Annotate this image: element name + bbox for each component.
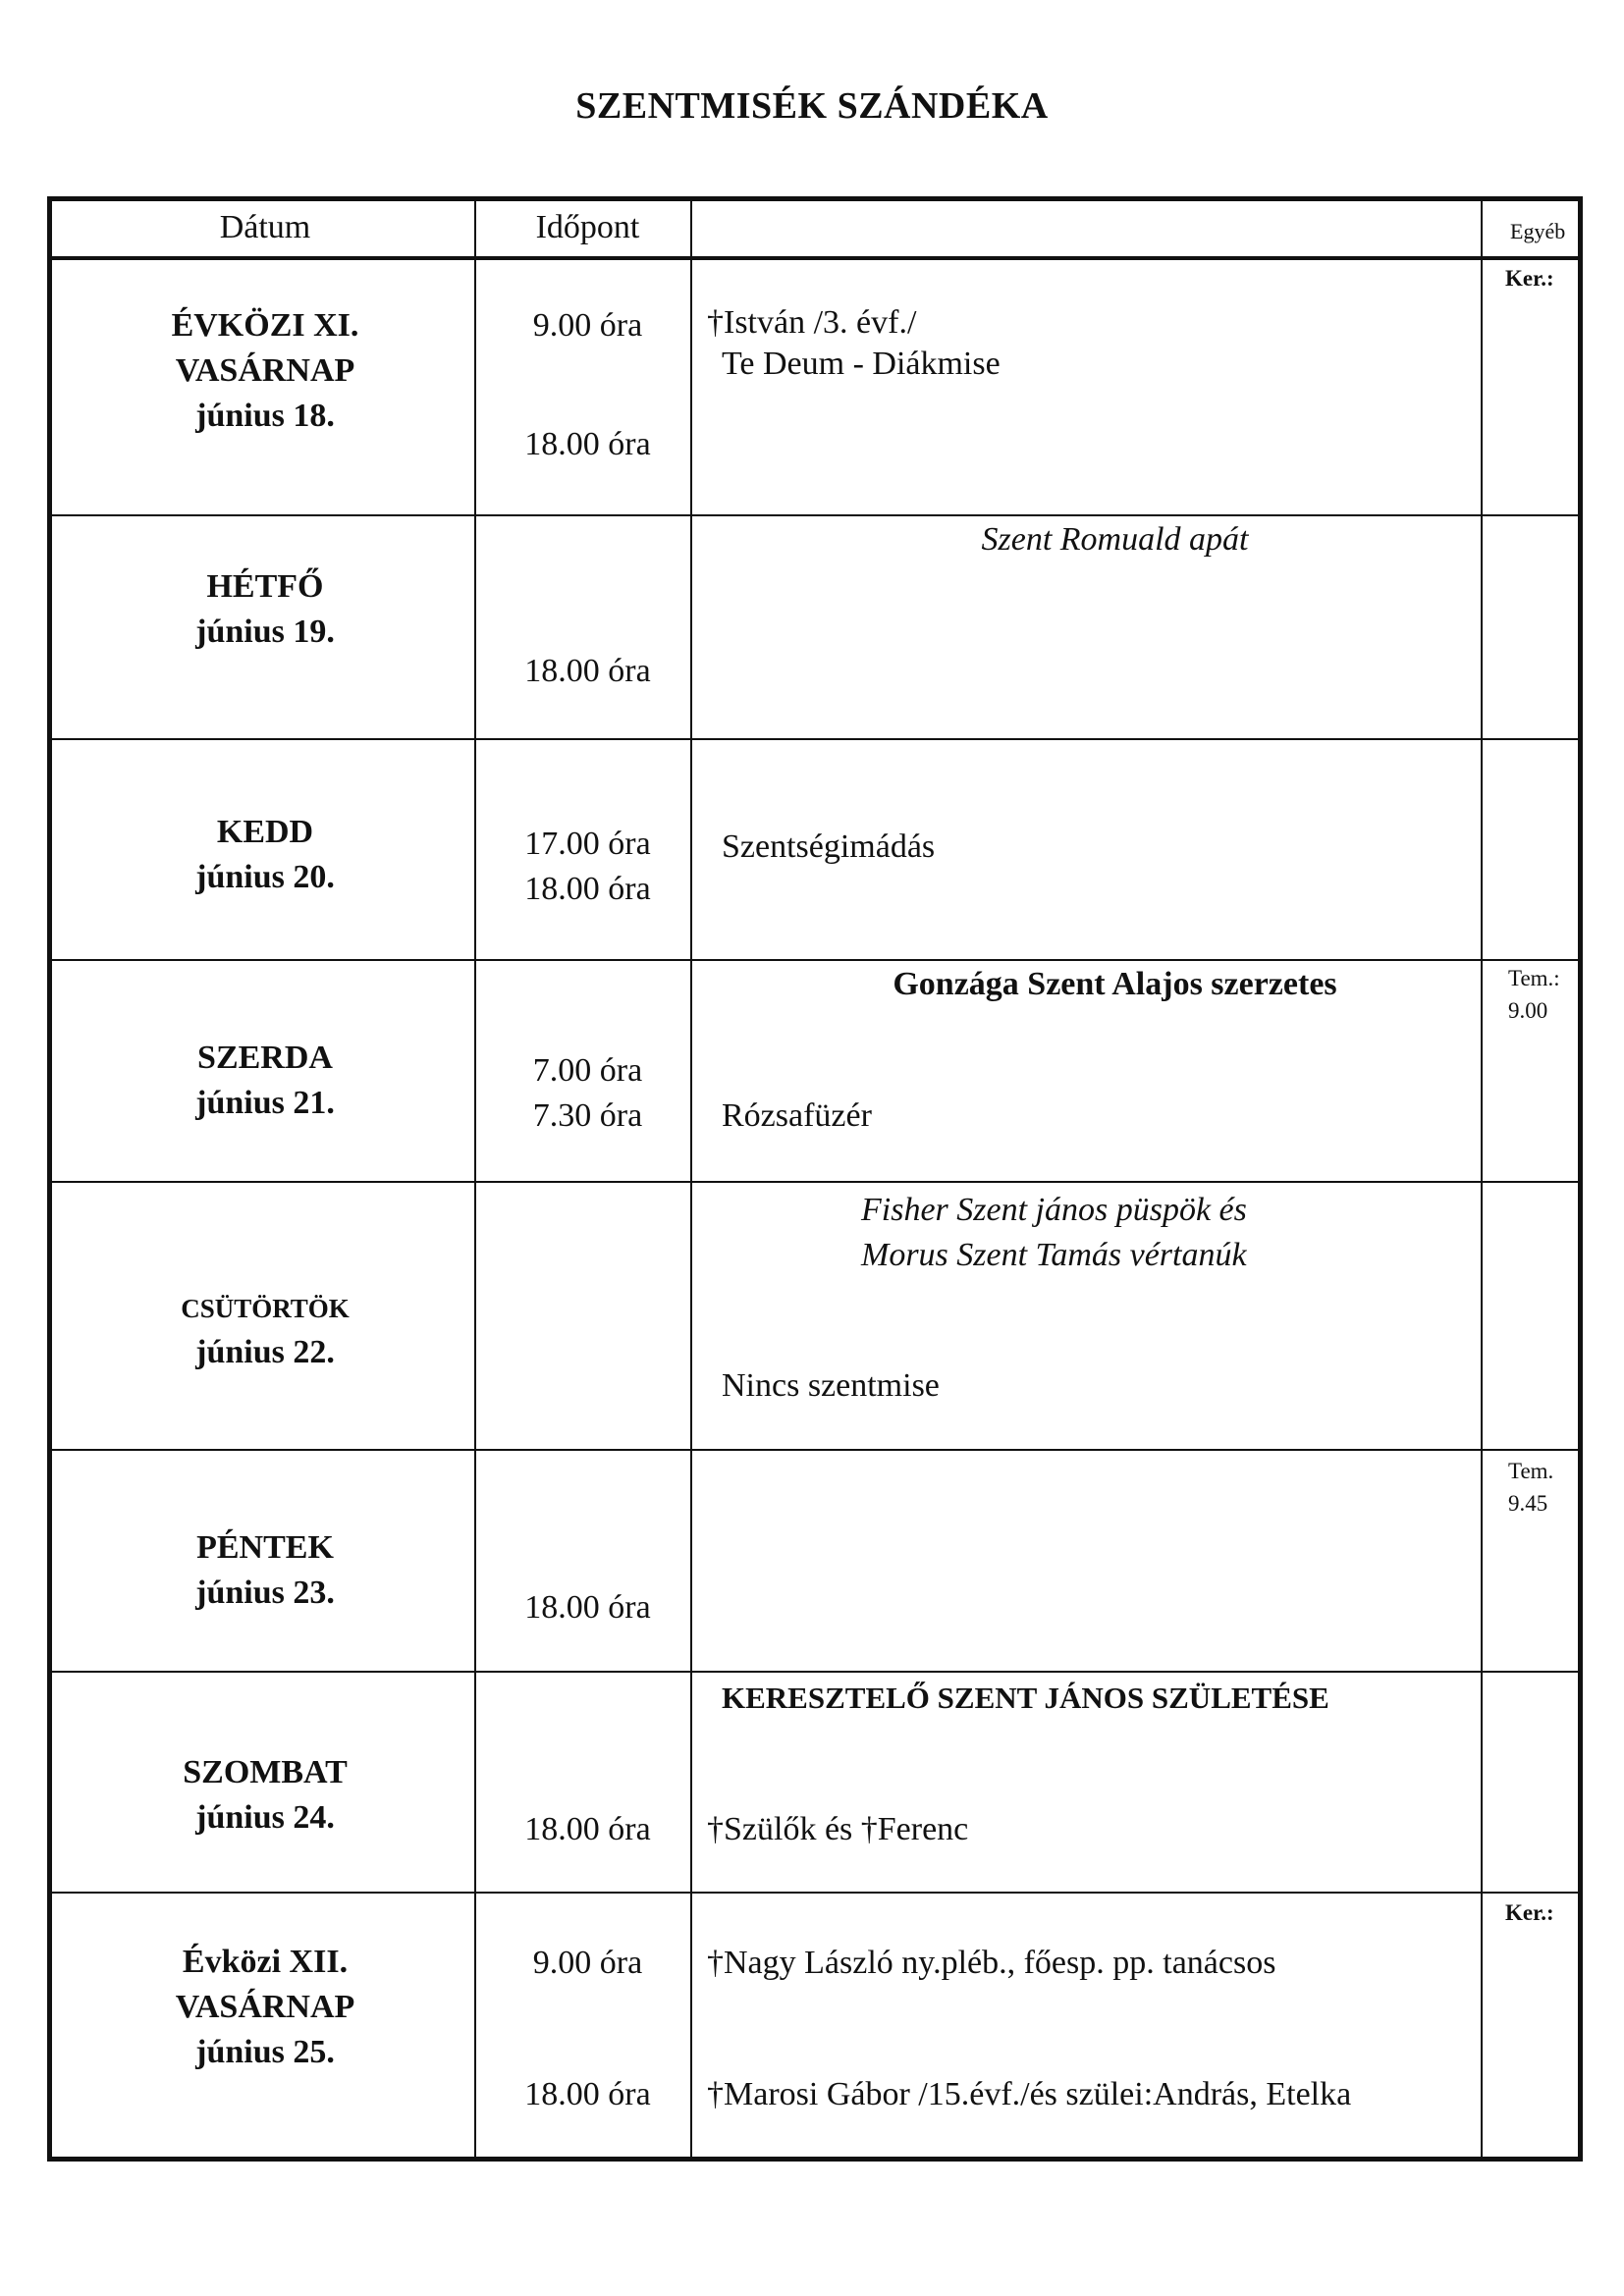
mass-time: 18.00 óra [524,1589,651,1626]
row-divider [52,514,1578,516]
intention: †Szülők és †Ferenc [707,1811,969,1847]
other-note: Tem. 9.45 [1508,1459,1554,1516]
day-label-line2: VASÁRNAP [175,1989,355,2025]
day-label: Évközi XII. [182,1944,349,1980]
row-divider [52,959,1578,961]
mass-time: 18.00 óra [524,871,651,907]
column-divider [690,201,692,2157]
day-name: PÉNTEK [196,1529,334,1566]
day-name: SZOMBAT [183,1754,348,1790]
header-time: Időpont [535,209,640,245]
header-other: Egyéb [1510,219,1566,243]
day-date: június 18. [195,398,335,434]
day-name: CSÜTÖRTÖK [181,1294,350,1323]
day-name: HÉTFŐ [206,568,324,605]
row-divider [52,1671,1578,1673]
day-label [52,303,478,348]
intention: Rózsafüzér [722,1097,872,1134]
intention: Szentségimádás [722,828,936,865]
day-name: SZERDA [197,1040,333,1076]
feast-name-line: Fisher Szent jános püspök és [861,1192,1247,1228]
mass-intentions-table [47,196,1583,2162]
row-divider [52,1892,1578,1894]
day-date: június 19. [195,614,335,650]
day-date: június 20. [195,859,335,895]
header-divider [52,256,1578,260]
page-title: SZENTMISÉK SZÁNDÉKA [575,85,1049,127]
day-line: ÉVKÖZI XI. [171,307,359,344]
row-divider [52,1449,1578,1451]
mass-time: 7.30 óra [532,1097,643,1134]
mass-time: 18.00 óra [524,1811,651,1847]
feast-name: Szent Romuald apát [981,521,1249,558]
day-date: június 21. [195,1085,335,1121]
row-divider [52,1181,1578,1183]
mass-time: 18.00 óra [524,653,651,689]
intention: †Nagy László ny.pléb., főesp. pp. tanácsos [707,1945,1276,1981]
intention: Nincs szentmise [722,1367,940,1404]
day-date: június 24. [195,1799,335,1836]
mass-time: 18.00 óra [524,426,651,462]
mass-time: 17.00 óra [524,826,651,862]
other-note: Ker.: [1505,1900,1554,1925]
column-divider [474,201,476,2157]
intention: †Marosi Gábor /15.évf./és szülei:András, Etelka [707,2076,1352,2112]
other-note: Ker.: [1505,266,1554,291]
day-date: június 23. [195,1575,335,1611]
day-name: KEDD [216,814,314,850]
feast-name: Gonzága Szent Alajos szerzetes [893,966,1337,1002]
mass-time: 7.00 óra [532,1052,643,1089]
day-label-line2: VASÁRNAP [175,352,355,389]
row-divider [52,738,1578,740]
day-date: június 25. [195,2034,335,2070]
header-date: Dátum [219,209,311,245]
feast-name-line: Morus Szent Tamás vértanúk [861,1237,1247,1273]
feast-name: KERESZTELŐ SZENT JÁNOS SZÜLETÉSE [722,1681,1329,1715]
mass-time: 18.00 óra [524,2076,651,2112]
other-note: Tem.: 9.00 [1508,966,1560,1023]
intention: †István /3. évf./ [707,304,917,341]
column-divider [1481,201,1483,2157]
mass-time: 9.00 óra [532,1945,643,1981]
day-date: június 22. [195,1334,335,1370]
mass-time: 9.00 óra [532,307,643,344]
intention: Te Deum - Diákmise [722,346,1001,382]
